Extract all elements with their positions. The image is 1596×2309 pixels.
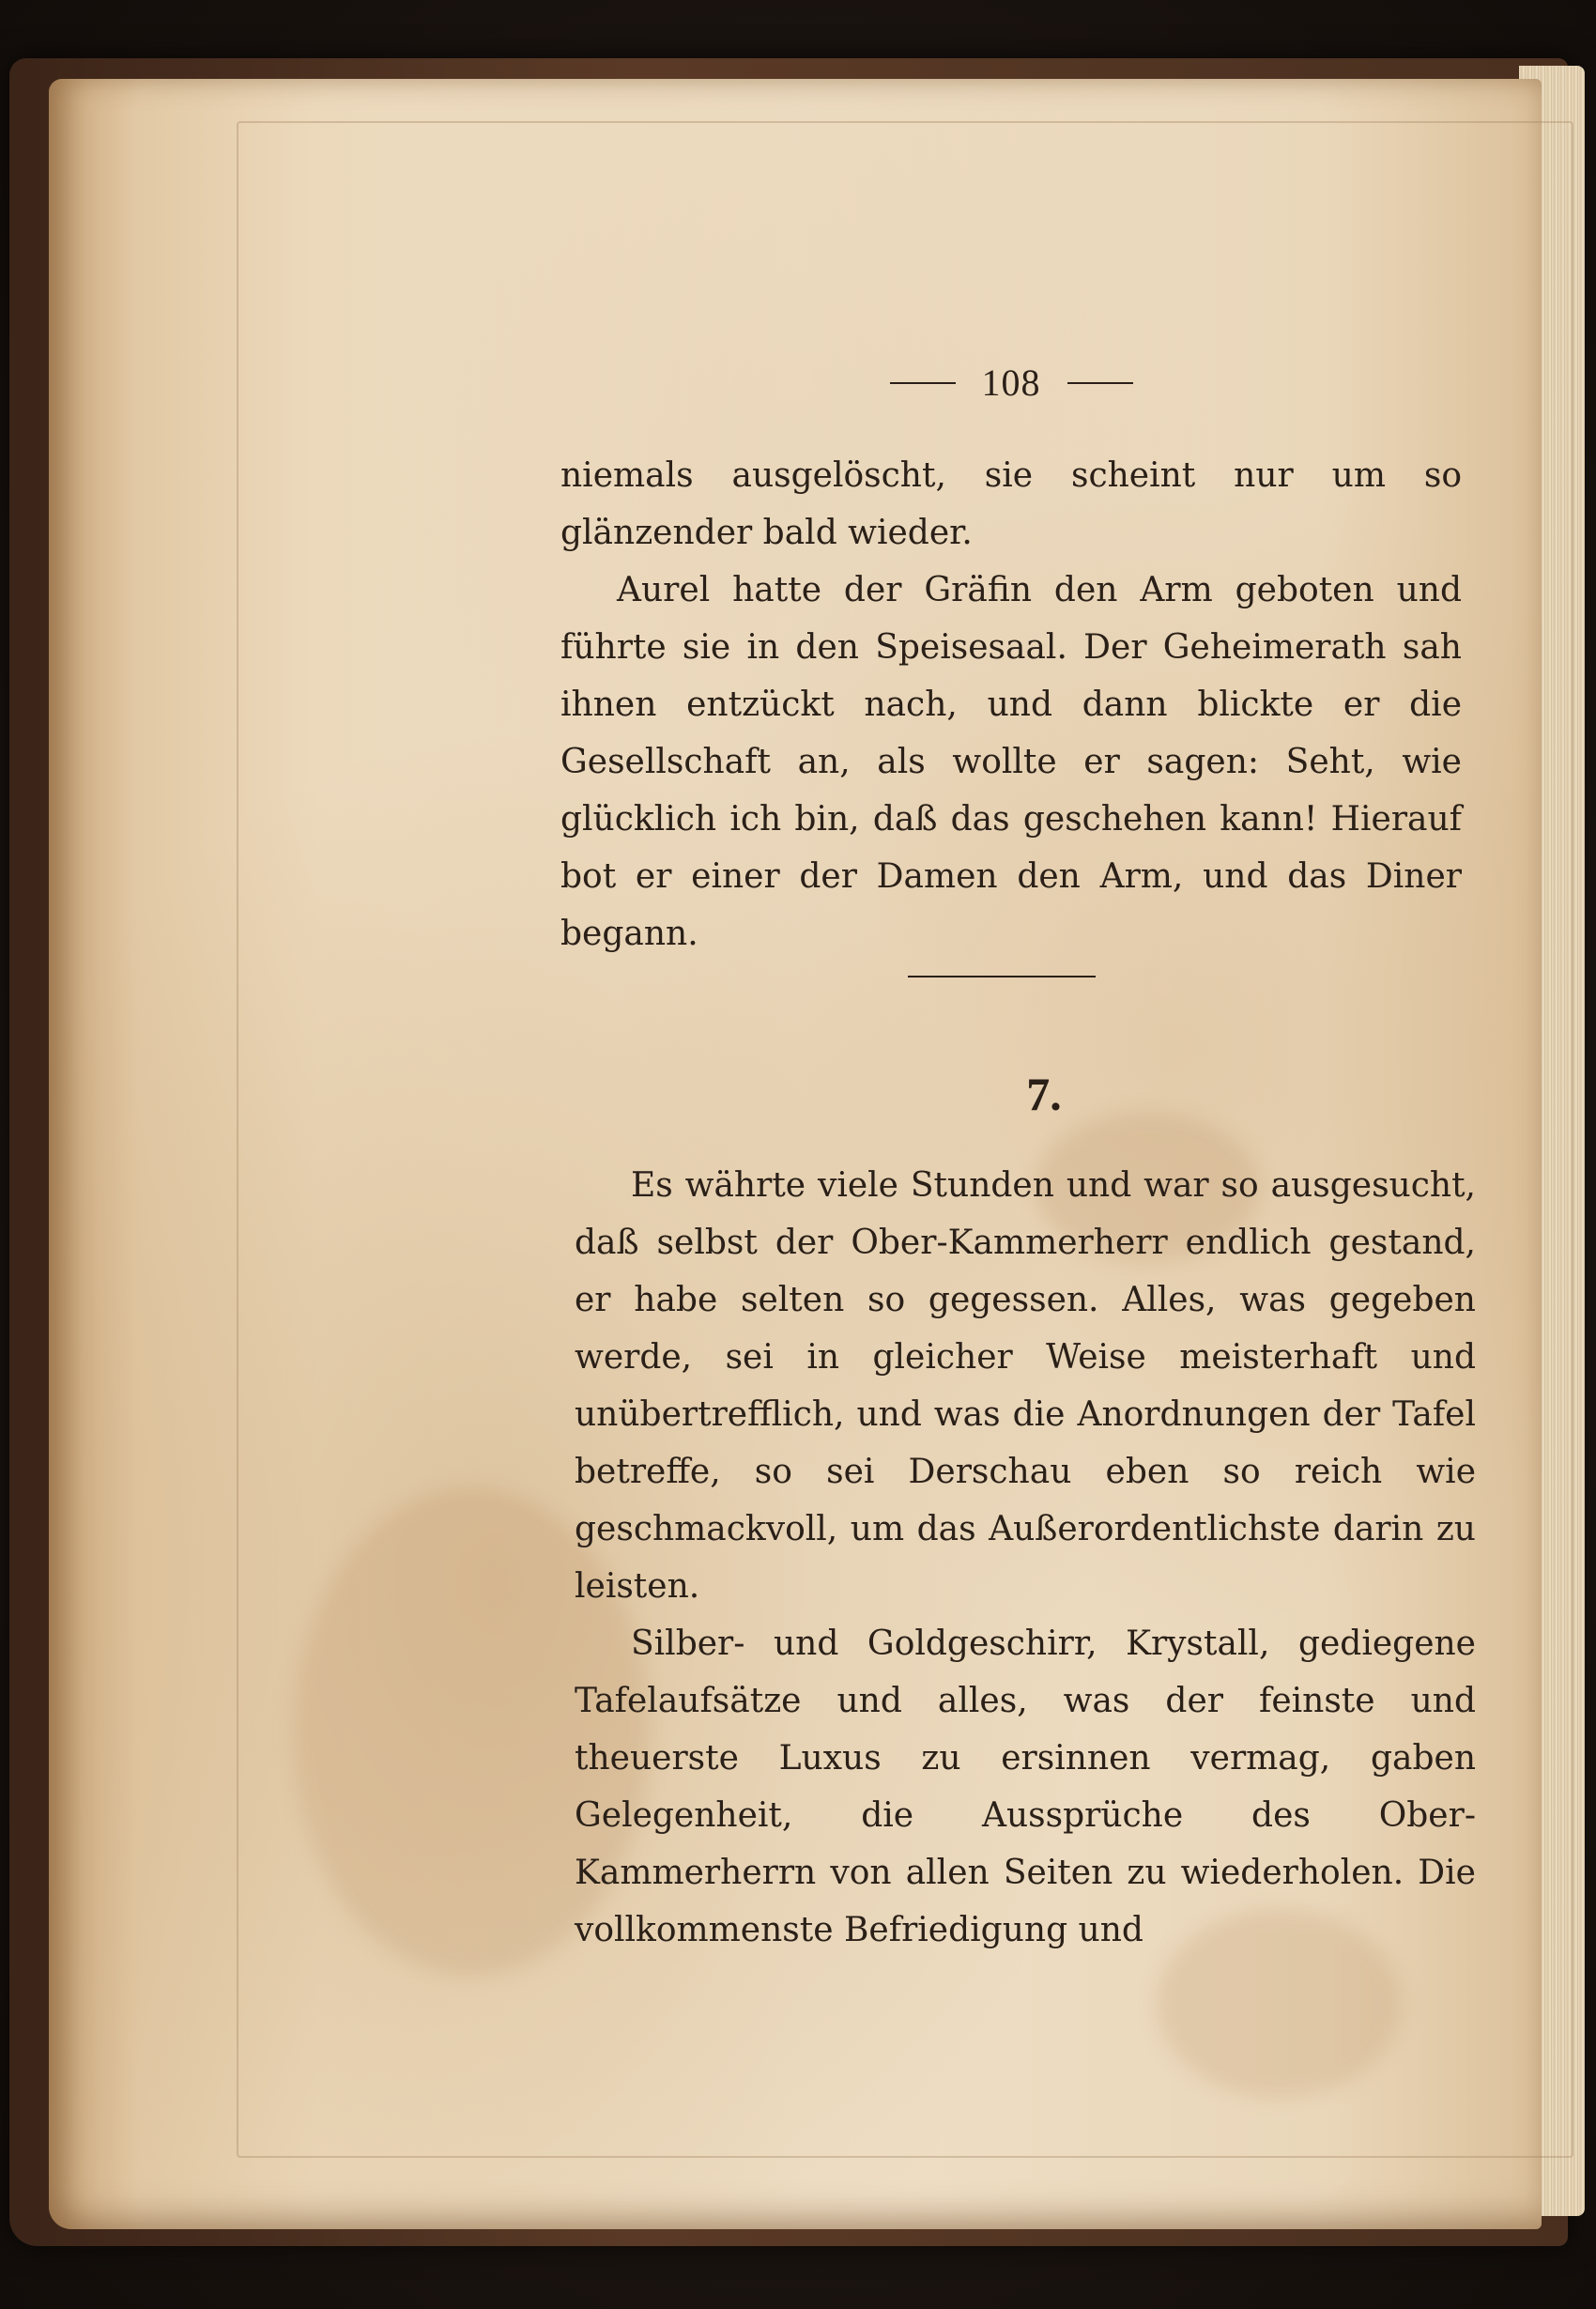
page-number: 108 — [981, 362, 1041, 404]
chapter-number: 7. — [1026, 1068, 1062, 1120]
header-dash-left — [890, 382, 956, 384]
section-before-break — [560, 447, 1462, 962]
paragraph: Es währte viele Stunden und war so ausgesucht, daß selbst der Ober-Kammerherr endlich gestand, er habe selten so gegessen. Alles, was gegeben werde, sei in gleicher Weise meisterhaft und unübertrefflich, und was die Anordnungen der Tafel betreffe, so sei Derschau eben so reich wie geschmackvoll, um das Außerordentlichste darin zu leisten. — [575, 1166, 1476, 1606]
book-page — [49, 79, 1542, 2229]
paragraph: Aurel hatte der Gräfin den Arm geboten und führte sie in den Speisesaal. Der Geheimerath sah ihnen entzückt nach, und dann blickte er die Gesellschaft an, als wollte er sagen: Seht, wie glücklich ich bin, daß das geschehen kann! Hierauf bot er einer der Damen den Arm, und das Diner begann. — [560, 571, 1462, 953]
paragraph: niemals ausgelöscht, sie scheint nur um so glänzender bald wieder. — [560, 456, 1462, 552]
section-after-break — [575, 1157, 1476, 1959]
page-header — [560, 361, 1462, 405]
section-divider — [908, 976, 1096, 977]
paragraph: Silber- und Goldgeschirr, Krystall, gediegene Tafelaufsätze und alles, was der feinste und theuerste Luxus zu ersinnen vermag, gaben Gelegenheit, die Aussprüche des Ober-Kammerherrn von allen Seiten zu wiederholen. Die vollkommenste Befriedigung und — [575, 1624, 1476, 1949]
header-dash-right — [1067, 382, 1133, 384]
